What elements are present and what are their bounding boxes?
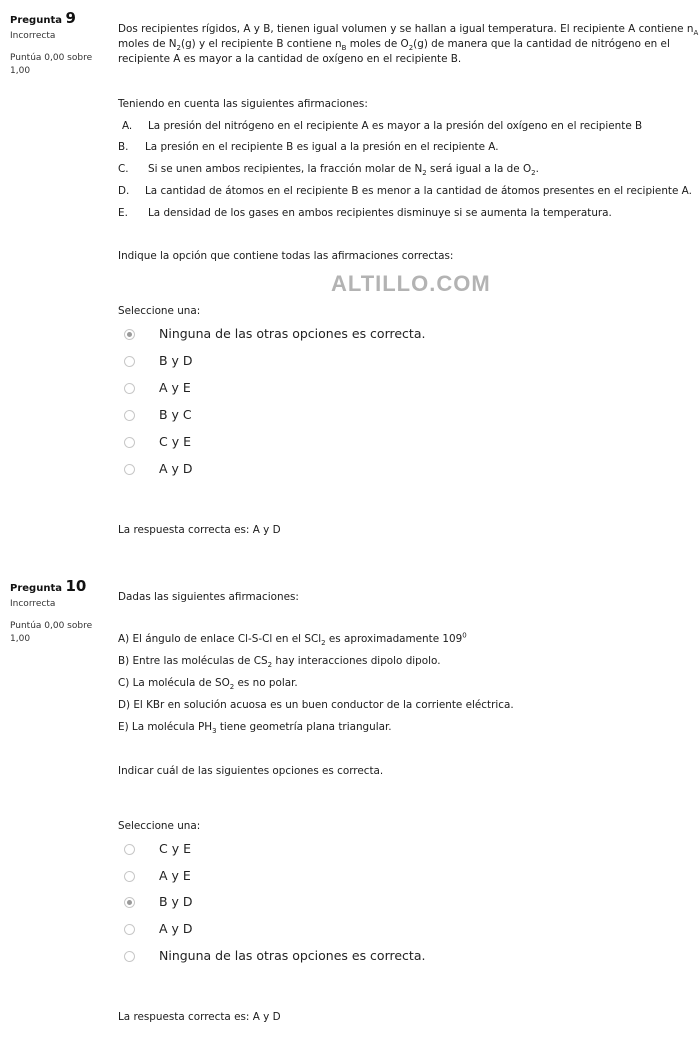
question-label: Pregunta: [10, 583, 62, 594]
statement-text: La presión del nitrógeno en el recipiente A es mayor a la presión del oxígeno en el recipiente B: [148, 120, 643, 132]
radio-button[interactable]: [124, 897, 135, 908]
statement-text: Si se unen ambos recipientes, la fracción molar de N: [148, 163, 423, 175]
statement-letter: C.: [118, 163, 129, 175]
question-grade: Puntúa 0,00 sobre 1,00: [10, 53, 93, 76]
correct-answer-feedback: La respuesta correcta es: A y D: [118, 1011, 281, 1023]
option-label[interactable]: A y E: [159, 380, 191, 395]
statement-text: es aproximadamente 109: [325, 633, 463, 645]
subscript: 2: [229, 683, 235, 692]
statement-c: [118, 162, 686, 177]
option-label[interactable]: Ninguna de las otras opciones es correcta.: [159, 948, 426, 963]
radio-button[interactable]: [124, 844, 135, 855]
statement-text: La cantidad de átomos en el recipiente B es menor a la cantidad de átomos presentes en el recipiente A.: [145, 185, 692, 197]
option-label[interactable]: A y E: [159, 868, 191, 883]
option-label[interactable]: A y D: [159, 461, 193, 476]
statement-text: es no polar.: [234, 677, 298, 689]
statement-text: tiene geometría plana triangular.: [216, 721, 392, 733]
intro-line-2d: (g) de manera que la cantidad de nitrógeno en el: [413, 38, 670, 50]
radio-button[interactable]: [124, 329, 135, 340]
statement-letter: B.: [118, 141, 129, 153]
question-prompt: Indicar cuál de las siguientes opciones es correcta.: [118, 765, 384, 777]
statement-text: A) El ángulo de enlace Cl-S-Cl en el SCl: [118, 633, 322, 645]
question-text: [118, 22, 699, 67]
question-number-value: 10: [65, 577, 87, 595]
select-label: Seleccione una:: [118, 305, 201, 317]
question-grade: Puntúa 0,00 sobre 1,00: [10, 621, 93, 644]
statement-letter: E.: [118, 207, 128, 219]
radio-button[interactable]: [124, 871, 135, 882]
statement-text: E) La molécula PH: [118, 721, 213, 733]
statement-d: [118, 184, 692, 199]
statement-text: La presión en el recipiente B es igual a la presión en el recipiente A.: [145, 141, 499, 153]
statement-text: D) El KBr en solución acuosa es un buen conductor de la corriente eléctrica.: [118, 699, 514, 711]
statement-text: B) Entre las moléculas de CS: [118, 655, 268, 667]
correct-answer-feedback: La respuesta correcta es: A y D: [118, 524, 281, 536]
watermark: ALTILLO.COM: [331, 271, 491, 296]
radio-button[interactable]: [124, 951, 135, 962]
radio-button[interactable]: [124, 437, 135, 448]
option-label[interactable]: A y D: [159, 921, 193, 936]
option-label[interactable]: B y D: [159, 353, 193, 368]
option-label[interactable]: B y D: [159, 894, 193, 909]
statement-e: [118, 720, 686, 735]
radio-button[interactable]: [124, 383, 135, 394]
statements-lead: Dadas las siguientes afirmaciones:: [118, 591, 299, 603]
statement-text: La densidad de los gases en ambos recipientes disminuye si se aumenta la temperatura.: [148, 207, 612, 219]
statement-letter: A.: [122, 120, 133, 132]
statement-a: [118, 632, 686, 647]
intro-line-3: recipiente A es mayor a la cantidad de oxígeno en el recipiente B.: [118, 53, 462, 65]
superscript: 0: [462, 631, 467, 640]
intro-line-2b: (g) y el recipiente B contiene n: [181, 38, 342, 50]
statement-text: será igual a la de O: [426, 163, 532, 175]
intro-line-1: Dos recipientes rígidos, A y B, tienen igual volumen y se hallan a igual temperatura. El recipiente A contiene n: [118, 23, 694, 35]
intro-line-2a: moles de N: [118, 38, 177, 50]
statement-d: [118, 698, 686, 713]
statement-text: hay interacciones dipolo dipolo.: [272, 655, 441, 667]
subscript: 2: [267, 661, 273, 670]
subscript: 3: [212, 727, 217, 736]
question-number-value: 9: [65, 9, 76, 27]
question-number: [10, 9, 105, 27]
select-label: Seleccione una:: [118, 820, 201, 832]
radio-button[interactable]: [124, 464, 135, 475]
question-prompt: Indique la opción que contiene todas las afirmaciones correctas:: [118, 250, 454, 262]
statement-c: [118, 676, 686, 691]
option-label[interactable]: C y E: [159, 841, 191, 856]
radio-button[interactable]: [124, 356, 135, 367]
question-info: [10, 9, 105, 78]
subscript: A: [693, 29, 699, 38]
subscript: 2: [422, 169, 427, 178]
statement-b: [118, 654, 686, 669]
question-info: [10, 577, 105, 646]
subscript: 2: [176, 44, 182, 53]
subscript: B: [341, 44, 347, 53]
subscript: 2: [531, 169, 536, 178]
radio-button[interactable]: [124, 924, 135, 935]
statement-text: .: [535, 163, 539, 175]
subscript: 2: [408, 44, 414, 53]
statement-b: [118, 140, 686, 155]
intro-line-2c: moles de O: [346, 38, 409, 50]
statements-lead: Teniendo en cuenta las siguientes afirmaciones:: [118, 98, 368, 110]
statement-e: [118, 206, 686, 221]
statement-a: [118, 119, 686, 134]
question-number: [10, 577, 105, 595]
radio-button[interactable]: [124, 410, 135, 421]
question-state: Incorrecta: [10, 599, 56, 609]
option-label[interactable]: C y E: [159, 434, 191, 449]
option-label[interactable]: B y C: [159, 407, 192, 422]
subscript: 2: [321, 639, 326, 648]
statement-text: C) La molécula de SO: [118, 677, 230, 689]
question-state: Incorrecta: [10, 31, 56, 41]
question-label: Pregunta: [10, 15, 62, 26]
option-label[interactable]: Ninguna de las otras opciones es correcta.: [159, 326, 426, 341]
statement-letter: D.: [118, 185, 130, 197]
